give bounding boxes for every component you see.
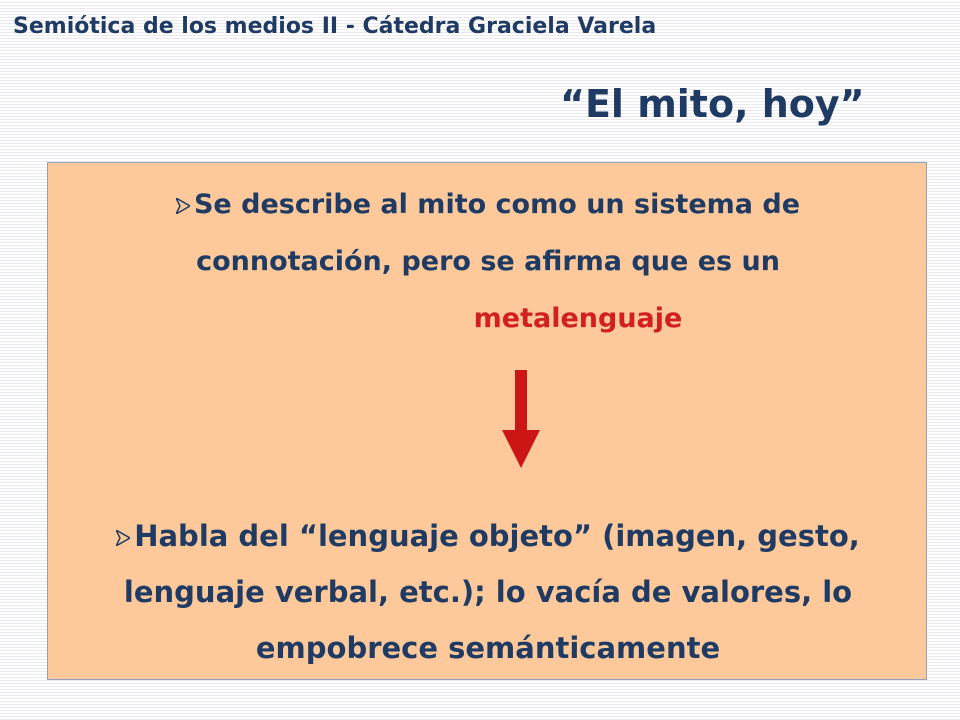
bullet2-line2: lenguaje verbal, etc.); lo vacía de valores, lo [123,575,853,609]
metalenguaje-highlight: metalenguaje [473,303,683,334]
bullet1-line2: connotación, pero se afirma que es un [196,246,780,277]
bullet1-line1: Se describe al mito como un sistema de [193,189,801,220]
course-header: Semiótica de los medios II - Cátedra Graciela Varela [13,14,657,39]
bullet-paragraph-2 [48,508,928,676]
bullet2-line3: empobrece semánticamente [255,631,721,665]
bullet2-line1: Habla del “lenguaje objeto” (imagen, gesto, [134,519,860,553]
content-box [47,162,927,680]
slide-title: “El mito, hoy” [560,82,865,126]
down-arrow-icon [501,370,541,474]
bullet-paragraph-1 [48,176,928,347]
arrowhead-bullet-icon [176,198,190,214]
arrowhead-bullet-icon [116,530,130,546]
